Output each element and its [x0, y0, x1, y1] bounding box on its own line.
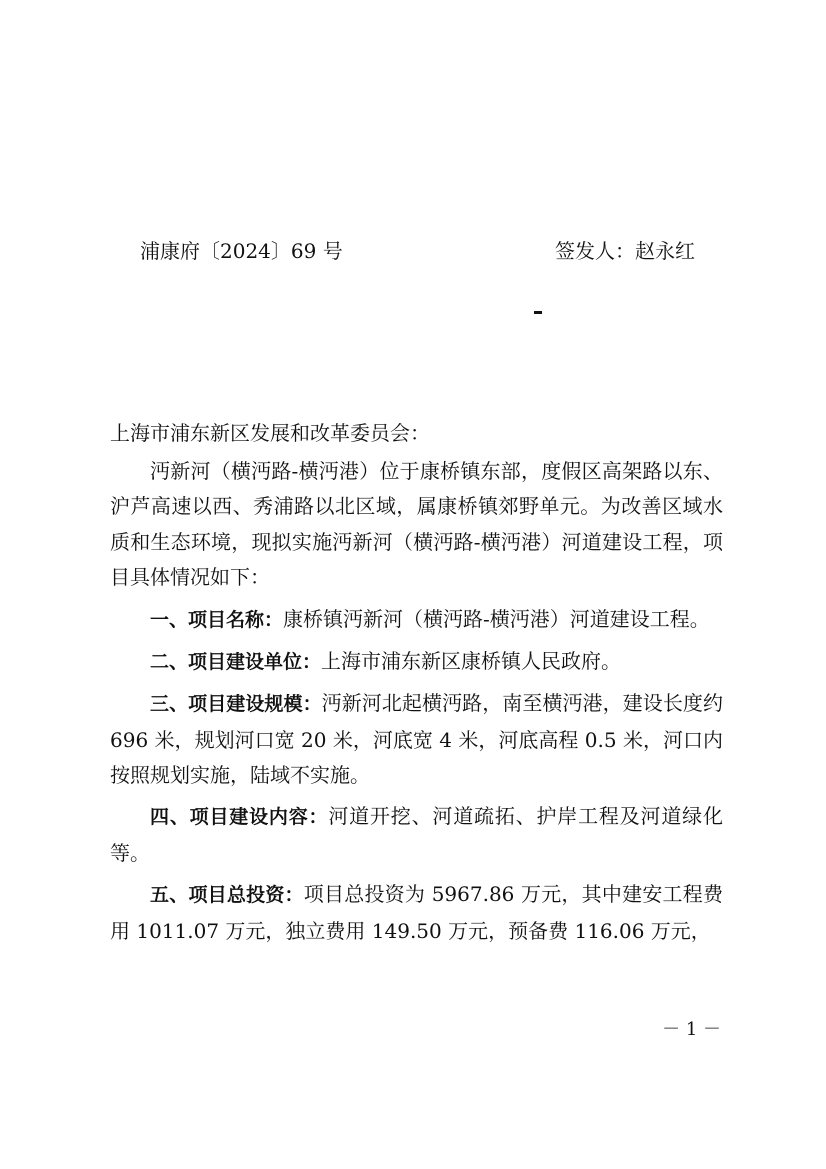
section-construction-content: [110, 799, 723, 871]
page-number: － 1 －: [662, 1019, 721, 1040]
intro-paragraph: 沔新河（横沔路-横沔港）位于康桥镇东部，度假区高架路以东、沪芦高速以西、秀浦路以北区域，属康桥镇郊野单元。为改善区域水质和生态环境，现拟实施沔新河（横沔路-横沔港）河道建设工程，项目具体情况如下：: [110, 458, 723, 590]
section-text: 上海市浦东新区康桥镇人民政府。: [321, 648, 622, 673]
section-construction-scale: [110, 686, 723, 794]
section-text: 康桥镇沔新河（横沔路-横沔港）河道建设工程。: [283, 606, 710, 631]
section-construction-unit: [110, 644, 723, 681]
section-heading: 五、项目总投资：: [150, 884, 304, 907]
dash-mark: [534, 311, 542, 314]
section-heading: 四、项目建设内容：: [150, 806, 329, 829]
section-text: 项目总投资为 5967.86 万元，其中建安工程费用 1011.07 万元，独立费用 149.50 万元，预备费 116.06 万元，: [110, 882, 723, 943]
section-text: 河道开挖、河道疏拓、护岸工程及河道绿化等。: [110, 804, 723, 865]
section-heading: 二、项目建设单位：: [150, 650, 322, 673]
addressee: 上海市浦东新区发展和改革委员会：: [110, 421, 430, 445]
document-number: 浦康府〔2024〕69 号: [140, 239, 343, 263]
section-text: 沔新河北起横沔路，南至横沔港，建设长度约 696 米，规划河口宽 20 米，河底宽 4 米，河底高程 0.5 米，河口内按照规划实施，陆域不实施。: [110, 690, 723, 788]
section-project-name: [110, 602, 723, 639]
section-heading: 一、项目名称：: [150, 608, 284, 631]
section-heading: 三、项目建设规模：: [150, 692, 322, 715]
document-body: [110, 416, 723, 955]
section-total-investment: [110, 877, 723, 949]
signer: 签发人：赵永红: [555, 239, 695, 263]
